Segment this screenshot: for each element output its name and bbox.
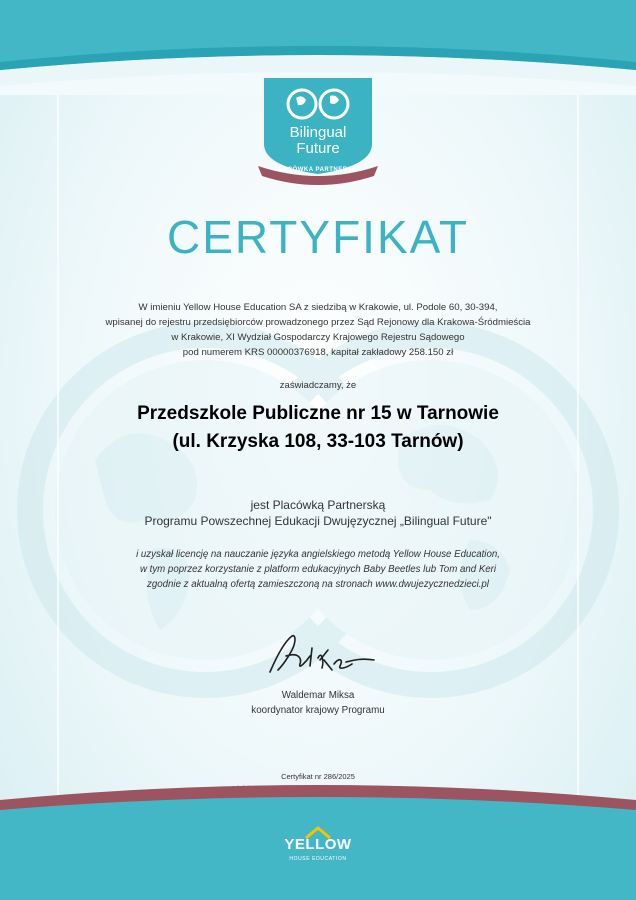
issuer-paragraph (40, 300, 596, 360)
issuer-line: W imieniu Yellow House Education SA z siedzibą w Krakowie, ul. Podole 60, 30-394, (138, 302, 498, 313)
signer-block (0, 688, 636, 718)
signer-role: koordynator krajowy Programu (251, 705, 385, 716)
issuer-line: w Krakowie, XI Wydział Gospodarczy Krajowego Rejestru Sądowego (171, 332, 465, 343)
license-line: zgodnie z aktualną ofertą zamieszczoną na stronach www.dwujezycznedzieci.pl (147, 579, 489, 590)
school-name: Przedszkole Publiczne nr 15 w Tarnowie (137, 403, 499, 424)
logo-title-line1: Bilingual (289, 124, 347, 141)
issuer-line: wpisanej do rejestru przedsiębiorców prowadzonego przez Sąd Rejonowy dla Krakowa-Śródmieścia (105, 317, 531, 328)
license-line: i uzyskał licencję na nauczanie języka angielskiego metodą Yellow House Education, (136, 549, 500, 560)
attest-text: zaświadczamy, że (279, 380, 357, 391)
school-block (0, 400, 636, 456)
yellow-house-logo-subtitle: HOUSE EDUCATION (289, 856, 347, 862)
license-paragraph (0, 547, 636, 592)
partner-line: Programu Powszechnej Edukacji Dwujęzycznej „Bilingual Future" (144, 514, 492, 528)
partner-statement (0, 497, 636, 529)
logo-ribbon-text: PLACÓWKA PARTNERSKA (274, 167, 362, 173)
certificate-number: Certyfikat nr 286/2025 (281, 772, 355, 781)
license-line: w tym poprzez korzystanie z platform edukacyjnych Baby Beetles lub Tom and Keri (139, 564, 497, 575)
school-address: (ul. Krzyska 108, 33-103 Tarnów) (172, 431, 464, 452)
partner-line: jest Placówką Partnerską (250, 498, 386, 512)
certificate-title: CERTYFIKAT (167, 211, 469, 263)
yellow-house-logo-word: YELLOW (284, 836, 352, 853)
issuer-line: pod numerem KRS 00000376918, kapitał zakładowy 258.150 zł (182, 347, 454, 358)
signer-name: Waldemar Miksa (281, 690, 355, 701)
logo-title (256, 125, 380, 157)
logo-title-line2: Future (296, 140, 340, 157)
handwritten-signature (262, 628, 382, 678)
